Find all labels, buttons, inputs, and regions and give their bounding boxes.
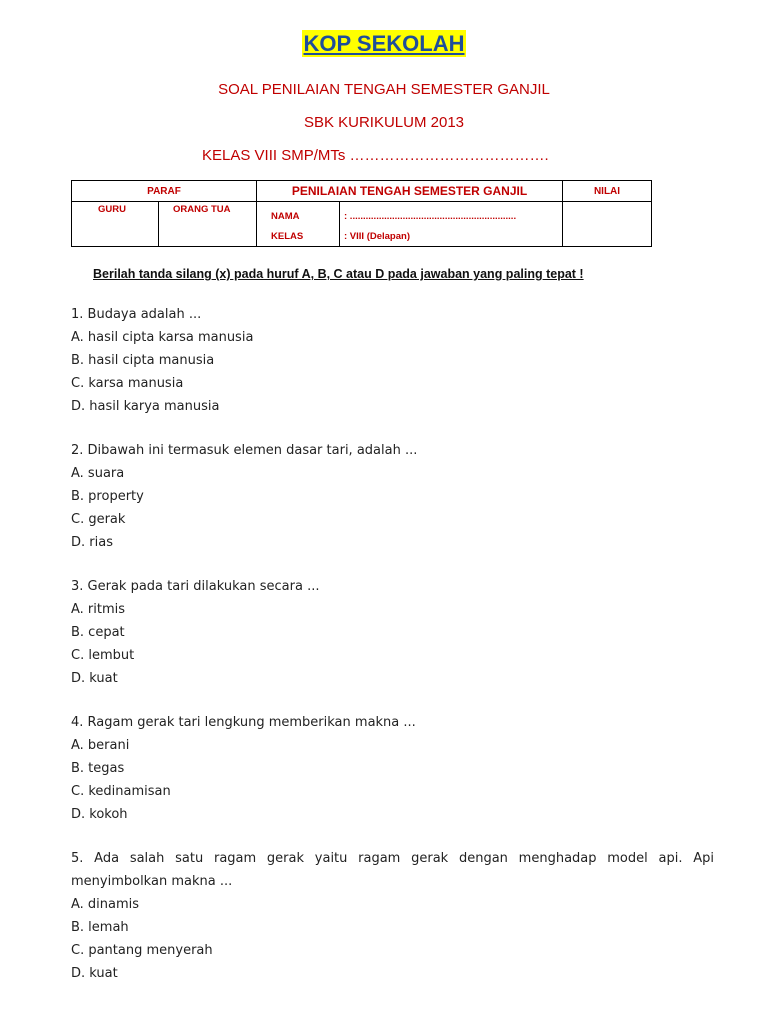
question-text: 4. Ragam gerak tari lengkung memberikan makna ... (71, 715, 416, 730)
answer-option[interactable]: A. berani (71, 738, 130, 753)
question-block (71, 439, 714, 554)
paraf-header: PARAF (72, 181, 257, 202)
nilai-header: NILAI (563, 181, 652, 202)
answer-option[interactable]: B. cepat (71, 625, 125, 640)
nama-field[interactable]: : ............................................................... (344, 211, 517, 222)
question-text: 5. Ada salah satu ragam gerak yaitu ragam gerak dengan menghadap model api. Api menyimbolkan makna ... (71, 851, 714, 889)
guru-label: GURU (98, 204, 126, 215)
question-text: 1. Budaya adalah ... (71, 307, 202, 322)
kop-sekolah-label: KOP SEKOLAH (303, 31, 465, 56)
answer-option[interactable]: C. pantang menyerah (71, 943, 213, 958)
answer-option[interactable]: A. dinamis (71, 897, 140, 912)
question-text: 2. Dibawah ini termasuk elemen dasar tari, adalah ... (71, 443, 418, 458)
answer-option[interactable]: D. kuat (71, 966, 118, 981)
nama-label: NAMA (257, 202, 340, 228)
penilaian-header: PENILAIAN TENGAH SEMESTER GANJIL (257, 181, 563, 202)
question-block (71, 575, 714, 690)
kelas-label: KELAS (257, 228, 340, 246)
answer-option[interactable]: D. rias (71, 535, 113, 550)
orang-tua-signature-cell[interactable] (159, 202, 257, 247)
answer-option[interactable]: C. karsa manusia (71, 376, 184, 391)
answer-option[interactable]: B. property (71, 489, 144, 504)
orang-tua-label: ORANG TUA (173, 204, 231, 215)
identity-table (71, 180, 652, 247)
kelas-field: : VIII (Delapan) (344, 230, 410, 242)
question-block (71, 711, 714, 826)
subject-line: SBK KURIKULUM 2013 (303, 114, 465, 131)
instruction-text: Berilah tanda silang (x) pada huruf A, B, C atau D pada jawaban yang paling tepat ! (93, 267, 584, 281)
answer-option[interactable]: A. suara (71, 466, 125, 481)
answer-option[interactable]: B. tegas (71, 761, 125, 776)
answer-option[interactable]: C. lembut (71, 648, 135, 663)
answer-option[interactable]: C. gerak (71, 512, 126, 527)
exam-title: SOAL PENILAIAN TENGAH SEMESTER GANJIL (218, 81, 550, 98)
answer-option[interactable]: D. hasil karya manusia (71, 399, 220, 414)
student-identity-cell (257, 202, 563, 247)
answer-option[interactable]: D. kuat (71, 671, 118, 686)
question-block (71, 303, 714, 418)
answer-option[interactable]: B. hasil cipta manusia (71, 353, 215, 368)
class-line: KELAS VIII SMP/MTs …………………………………. (202, 147, 549, 164)
letterhead-placeholder (0, 31, 768, 57)
answer-option[interactable]: B. lemah (71, 920, 129, 935)
nilai-score-cell[interactable] (563, 202, 652, 247)
answer-option[interactable]: A. ritmis (71, 602, 126, 617)
guru-signature-cell[interactable] (72, 202, 159, 247)
answer-option[interactable]: A. hasil cipta karsa manusia (71, 330, 254, 345)
answer-option[interactable]: D. kokoh (71, 807, 128, 822)
answer-option[interactable]: C. kedinamisan (71, 784, 171, 799)
question-block (71, 847, 714, 985)
question-text: 3. Gerak pada tari dilakukan secara ... (71, 579, 320, 594)
